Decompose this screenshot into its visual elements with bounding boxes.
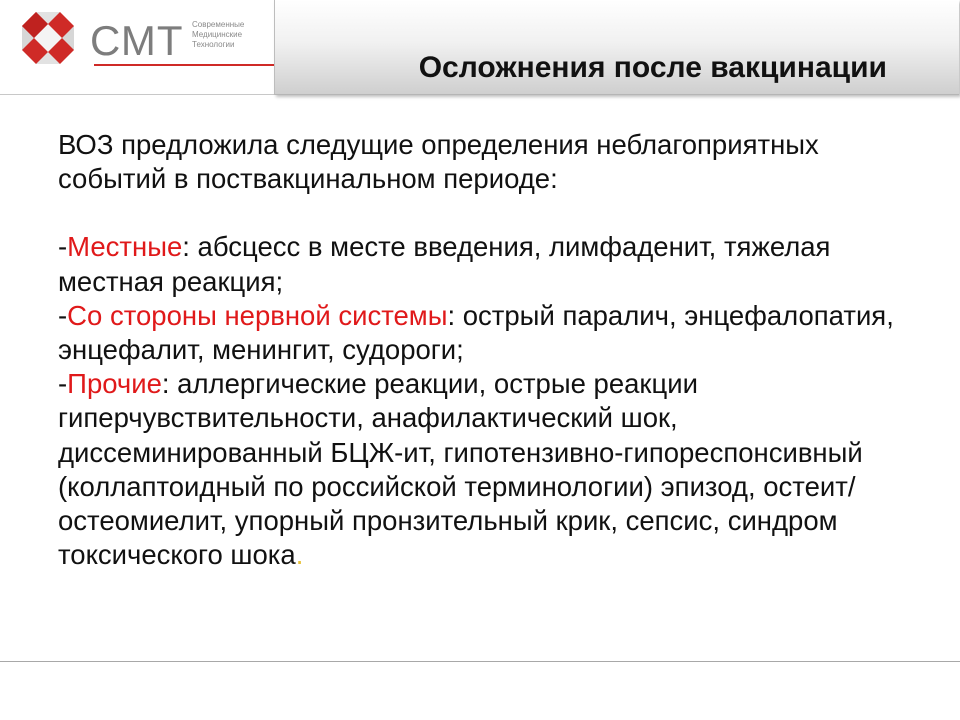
category-separator: : <box>447 299 456 331</box>
logo-underline <box>94 64 276 66</box>
list-dash: - <box>58 231 68 263</box>
list-dash: - <box>58 368 68 400</box>
slide-title: Осложнения после вакцинации <box>418 51 887 84</box>
title-banner <box>274 0 959 95</box>
list-item-text: аллергические реакции, острые реакции гиперчувствительности, анафилактический шок, диссеминированный БЦЖ-ит, гипотензивно-гипореспонсивный (коллаптоидный по российской терминологии) эпизод, остеит/остеомиелит, упорный пронзительный крик, сепсис, синдром токсического шока <box>58 368 863 571</box>
logo-tagline-line: Современные <box>192 20 245 29</box>
category-label: Прочие <box>67 368 162 400</box>
logo-octagon-icon <box>20 10 76 66</box>
category-label: Местные <box>67 231 183 263</box>
list-item-text: абсцесс в месте введения, лимфаденит, тяжелая местная реакция; <box>58 231 831 297</box>
category-separator: : <box>161 368 170 400</box>
category-label: Со стороны нервной системы <box>67 299 448 331</box>
logo-tagline-line: Технологии <box>192 40 235 49</box>
intro-paragraph: ВОЗ предложила следущие определения неблагоприятных событий в поствакцинальном периоде: <box>58 129 819 195</box>
list-item-nervous-system <box>58 299 918 367</box>
footer-divider <box>0 661 960 662</box>
list-item-other <box>58 367 918 572</box>
slide-body <box>58 128 918 572</box>
company-logo <box>20 10 260 70</box>
category-separator: : <box>182 231 190 263</box>
header-divider <box>0 94 274 95</box>
logo-tagline <box>192 20 282 50</box>
paragraph-gap <box>58 196 918 230</box>
logo-name: СМТ <box>90 17 184 64</box>
logo-tagline-line: Медицинские <box>192 30 243 39</box>
list-item-text: острый паралич, энцефалопатия, энцефалит, менингит, судороги; <box>58 299 894 366</box>
list-dash: - <box>58 299 68 331</box>
final-period: . <box>295 539 304 571</box>
list-item-local <box>58 230 918 298</box>
